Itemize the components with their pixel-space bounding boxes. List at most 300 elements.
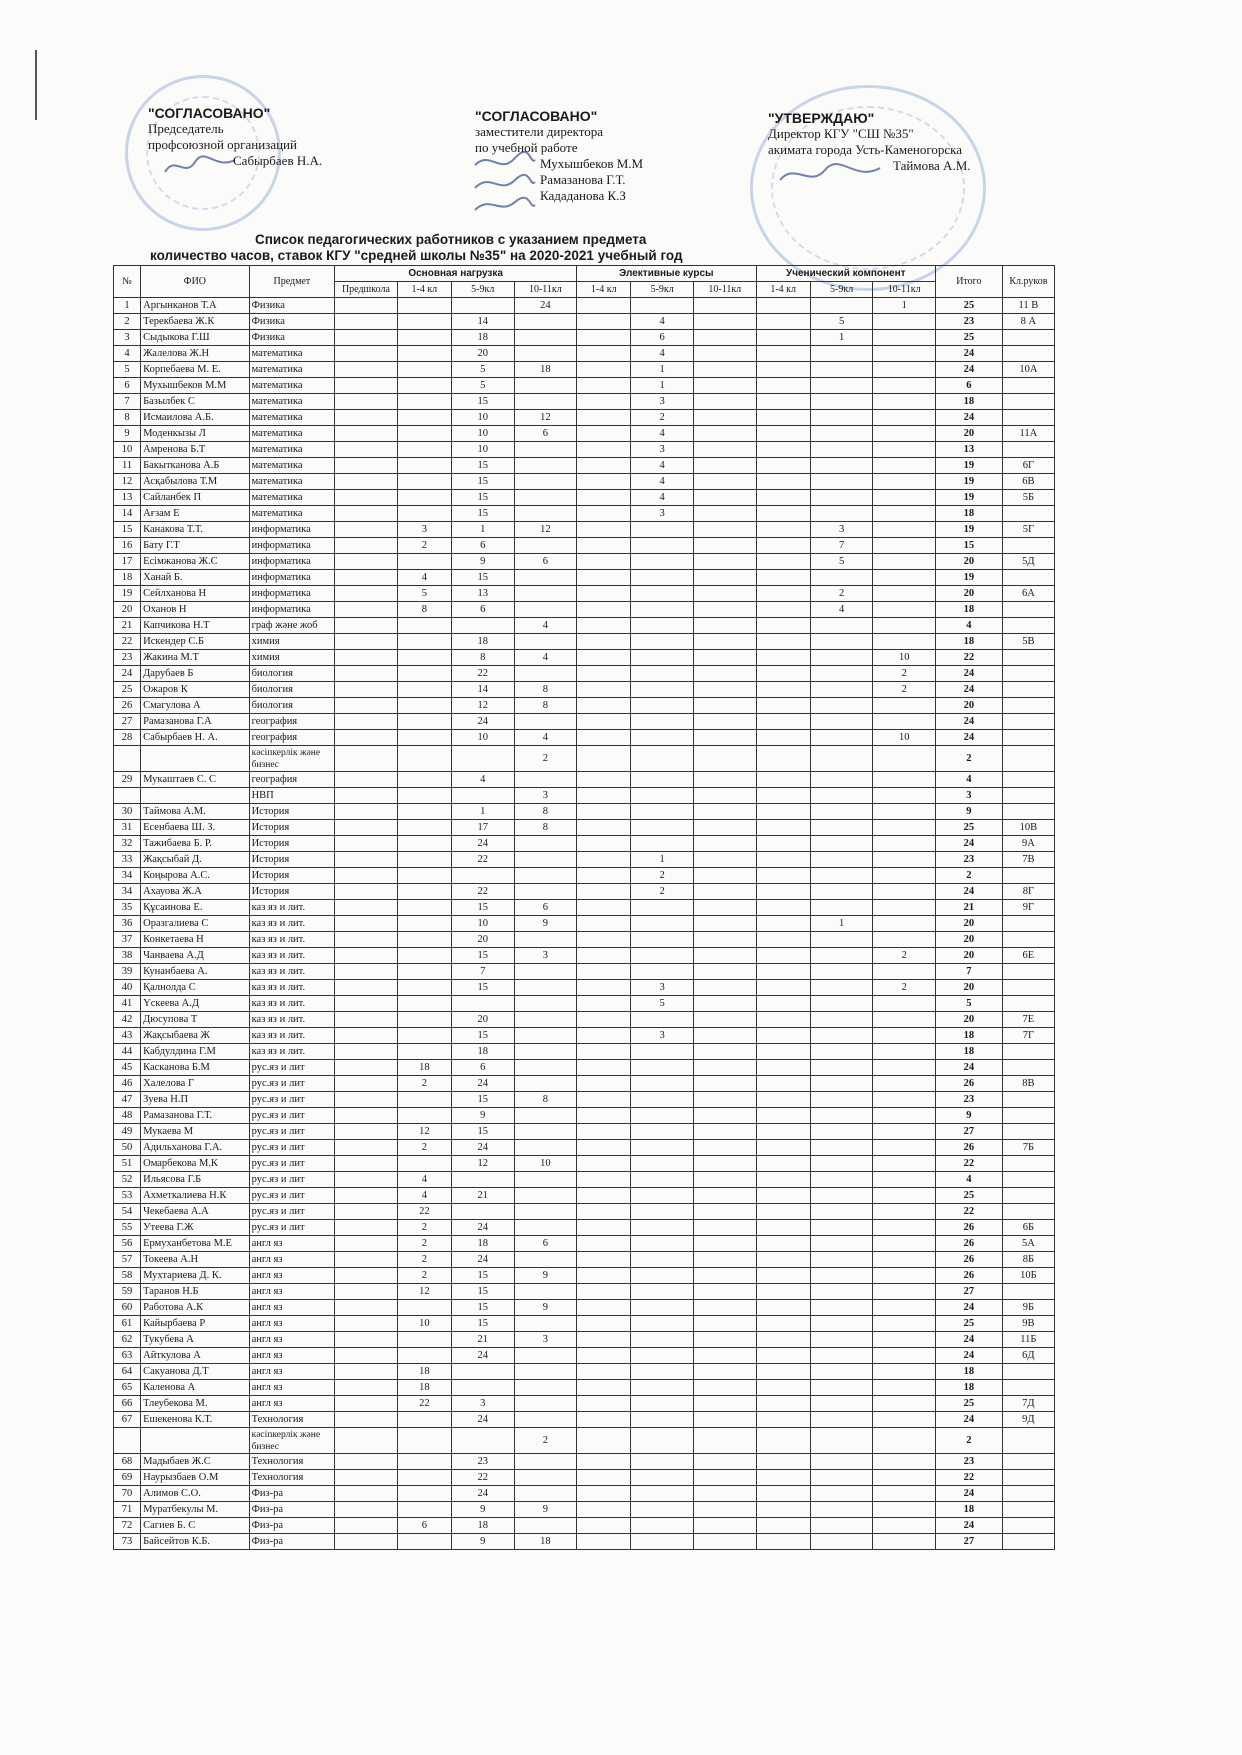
row-number: 15	[114, 522, 141, 538]
approval-union-heading: "СОГЛАСОВАНО"	[148, 105, 271, 121]
hours-cell	[397, 330, 451, 346]
teacher-name: Мадыбаев Ж.С	[141, 1454, 249, 1470]
row-number: 8	[114, 410, 141, 426]
hours-cell	[693, 346, 756, 362]
hours-cell	[631, 1284, 694, 1300]
hours-cell	[397, 932, 451, 948]
class-cell: 8 А	[1002, 314, 1054, 330]
hours-cell	[335, 980, 398, 996]
hours-cell	[577, 1060, 631, 1076]
teacher-name: Мукаева М	[141, 1124, 249, 1140]
hours-cell	[693, 980, 756, 996]
row-number: 5	[114, 362, 141, 378]
total-cell: 18	[935, 1044, 1002, 1060]
class-cell	[1002, 980, 1054, 996]
hours-cell	[397, 1470, 451, 1486]
hours-cell	[693, 1412, 756, 1428]
hours-cell	[873, 474, 936, 490]
table-row	[114, 426, 1055, 442]
table-row	[114, 900, 1055, 916]
hours-cell	[631, 836, 694, 852]
subject-cell: математика	[249, 506, 335, 522]
teacher-name: Дюсупова Т	[141, 1012, 249, 1028]
hours-cell	[693, 1156, 756, 1172]
hours-cell	[631, 698, 694, 714]
class-cell	[1002, 1502, 1054, 1518]
class-cell	[1002, 1172, 1054, 1188]
table-row	[114, 586, 1055, 602]
approval-union-line3: Сабырбаев Н.А.	[233, 153, 323, 168]
subject-cell: математика	[249, 442, 335, 458]
hours-cell: 15	[451, 1124, 514, 1140]
hours-cell	[577, 682, 631, 698]
hours-cell	[756, 442, 810, 458]
table-row	[114, 730, 1055, 746]
teacher-name: Бакытканова А.Б	[141, 458, 249, 474]
hours-cell: 18	[451, 1044, 514, 1060]
hours-cell	[335, 804, 398, 820]
total-cell: 19	[935, 522, 1002, 538]
hours-cell	[693, 378, 756, 394]
table-row	[114, 948, 1055, 964]
hours-cell	[693, 602, 756, 618]
hours-cell: 5	[397, 586, 451, 602]
hours-cell	[756, 996, 810, 1012]
hours-cell	[514, 330, 577, 346]
hours-cell	[577, 852, 631, 868]
hours-cell: 15	[451, 948, 514, 964]
hours-cell	[631, 1012, 694, 1028]
hours-cell	[514, 1284, 577, 1300]
hours-cell	[810, 442, 873, 458]
total-cell: 20	[935, 932, 1002, 948]
class-cell	[1002, 932, 1054, 948]
hours-cell	[810, 836, 873, 852]
hours-cell	[451, 618, 514, 634]
subject-cell: рус.яз и лит	[249, 1172, 335, 1188]
hours-cell	[810, 570, 873, 586]
row-number: 57	[114, 1252, 141, 1268]
hours-cell	[514, 1044, 577, 1060]
hours-cell	[631, 714, 694, 730]
hours-cell	[631, 1518, 694, 1534]
table-row	[114, 394, 1055, 410]
hours-cell: 18	[451, 330, 514, 346]
row-number: 34	[114, 884, 141, 900]
hours-cell	[873, 346, 936, 362]
hours-cell	[810, 458, 873, 474]
subject-cell: химия	[249, 650, 335, 666]
hours-cell	[873, 698, 936, 714]
hours-cell	[631, 948, 694, 964]
subject-cell: математика	[249, 410, 335, 426]
hours-cell	[756, 804, 810, 820]
hours-cell	[397, 1502, 451, 1518]
hours-cell	[335, 916, 398, 932]
hours-cell: 8	[397, 602, 451, 618]
table-row	[114, 1268, 1055, 1284]
hours-cell	[873, 1300, 936, 1316]
total-cell: 4	[935, 772, 1002, 788]
hours-cell	[810, 884, 873, 900]
hours-cell	[577, 298, 631, 314]
total-cell: 26	[935, 1220, 1002, 1236]
table-row	[114, 1092, 1055, 1108]
hours-cell	[756, 426, 810, 442]
teacher-name: Адильханова Г.А.	[141, 1140, 249, 1156]
hours-cell	[693, 298, 756, 314]
hours-cell	[631, 964, 694, 980]
table-row	[114, 1172, 1055, 1188]
hours-cell	[514, 1060, 577, 1076]
subject-cell: англ яз	[249, 1300, 335, 1316]
hours-cell	[335, 330, 398, 346]
hours-cell	[577, 602, 631, 618]
hours-cell	[873, 506, 936, 522]
class-cell	[1002, 346, 1054, 362]
total-cell: 21	[935, 900, 1002, 916]
row-number: 71	[114, 1502, 141, 1518]
row-number: 43	[114, 1028, 141, 1044]
hours-cell	[756, 314, 810, 330]
teacher-name: Омарбекова М.К	[141, 1156, 249, 1172]
hours-cell	[631, 634, 694, 650]
row-number: 11	[114, 458, 141, 474]
row-number: 45	[114, 1060, 141, 1076]
class-cell	[1002, 1428, 1054, 1454]
hours-cell	[873, 634, 936, 650]
hours-cell: 8	[514, 804, 577, 820]
total-cell: 26	[935, 1140, 1002, 1156]
hours-cell	[577, 1188, 631, 1204]
class-cell	[1002, 698, 1054, 714]
hours-cell	[631, 1092, 694, 1108]
hours-cell	[397, 618, 451, 634]
hours-cell	[810, 474, 873, 490]
hours-cell: 3	[631, 1028, 694, 1044]
hours-cell	[693, 1428, 756, 1454]
total-cell: 7	[935, 964, 1002, 980]
class-cell	[1002, 602, 1054, 618]
total-cell: 24	[935, 1060, 1002, 1076]
teacher-name: Сакуанова Д.Т	[141, 1364, 249, 1380]
teacher-name: Смагулова А	[141, 698, 249, 714]
hours-cell	[577, 1268, 631, 1284]
hours-cell	[810, 1470, 873, 1486]
hours-cell	[873, 522, 936, 538]
hours-cell: 6	[451, 538, 514, 554]
hours-cell	[873, 1172, 936, 1188]
hours-cell	[873, 820, 936, 836]
hours-cell	[693, 1028, 756, 1044]
hours-cell: 6	[514, 426, 577, 442]
hours-cell	[810, 1156, 873, 1172]
hours-cell	[756, 1140, 810, 1156]
hours-cell	[577, 426, 631, 442]
row-number: 4	[114, 346, 141, 362]
hours-cell	[756, 1060, 810, 1076]
hours-cell	[335, 346, 398, 362]
row-number: 27	[114, 714, 141, 730]
hours-cell	[873, 1534, 936, 1550]
class-cell	[1002, 730, 1054, 746]
class-cell: 7В	[1002, 852, 1054, 868]
subheader-cell: 10-11кл	[514, 282, 577, 298]
teacher-name: Конкетаева Н	[141, 932, 249, 948]
hours-cell	[873, 772, 936, 788]
hours-cell	[451, 298, 514, 314]
total-cell: 22	[935, 1470, 1002, 1486]
hours-cell: 15	[451, 570, 514, 586]
hours-cell: 1	[451, 522, 514, 538]
table-row	[114, 1502, 1055, 1518]
subheader-cell: 1-4 кл	[577, 282, 631, 298]
hours-cell	[631, 788, 694, 804]
hours-cell	[756, 602, 810, 618]
class-cell: 6В	[1002, 474, 1054, 490]
hours-cell: 24	[514, 298, 577, 314]
total-cell: 18	[935, 506, 1002, 522]
header-elective: Элективные курсы	[577, 266, 756, 282]
hours-cell	[810, 1486, 873, 1502]
subject-cell: каз яз и лит.	[249, 916, 335, 932]
hours-cell: 5	[451, 378, 514, 394]
hours-cell	[335, 788, 398, 804]
row-number: 50	[114, 1140, 141, 1156]
hours-cell	[577, 804, 631, 820]
hours-cell	[693, 650, 756, 666]
teacher-name: Ожаров К	[141, 682, 249, 698]
subheader-cell: 1-4 кл	[756, 282, 810, 298]
table-row	[114, 506, 1055, 522]
class-cell	[1002, 1156, 1054, 1172]
hours-cell: 24	[451, 1486, 514, 1502]
class-cell: 10А	[1002, 362, 1054, 378]
hours-cell: 9	[514, 1502, 577, 1518]
hours-cell	[335, 820, 398, 836]
table-header-row	[114, 266, 1055, 282]
hours-cell	[577, 506, 631, 522]
hours-cell	[693, 964, 756, 980]
total-cell: 20	[935, 948, 1002, 964]
hours-cell	[335, 1470, 398, 1486]
hours-cell: 24	[451, 1252, 514, 1268]
hours-cell	[397, 554, 451, 570]
teacher-name	[141, 788, 249, 804]
hours-cell: 22	[451, 884, 514, 900]
teacher-name: Сайланбек П	[141, 490, 249, 506]
hours-cell	[335, 1300, 398, 1316]
hours-cell	[756, 378, 810, 394]
row-number: 18	[114, 570, 141, 586]
approval-director-line3: Таймова А.М.	[893, 158, 971, 173]
hours-cell	[693, 1380, 756, 1396]
hours-cell: 2	[397, 1220, 451, 1236]
hours-cell: 4	[631, 458, 694, 474]
hours-cell	[693, 836, 756, 852]
hours-cell	[397, 1300, 451, 1316]
teacher-name: Тлеубекова М.	[141, 1396, 249, 1412]
hours-cell	[810, 1428, 873, 1454]
hours-cell	[873, 996, 936, 1012]
hours-cell: 9	[451, 554, 514, 570]
hours-cell	[873, 804, 936, 820]
hours-cell: 15	[451, 900, 514, 916]
table-row	[114, 442, 1055, 458]
hours-cell	[693, 1044, 756, 1060]
class-cell	[1002, 1364, 1054, 1380]
hours-cell	[693, 1486, 756, 1502]
hours-cell: 4	[451, 772, 514, 788]
hours-cell	[756, 346, 810, 362]
total-cell: 24	[935, 682, 1002, 698]
teacher-name: Рамазанова Г.Т.	[141, 1108, 249, 1124]
hours-cell	[693, 314, 756, 330]
hours-cell	[810, 698, 873, 714]
total-cell: 25	[935, 1188, 1002, 1204]
hours-cell	[756, 586, 810, 602]
row-number: 24	[114, 666, 141, 682]
teacher-name: Чанваева А.Д	[141, 948, 249, 964]
subject-cell: математика	[249, 458, 335, 474]
total-cell: 23	[935, 1092, 1002, 1108]
table-row	[114, 1140, 1055, 1156]
hours-cell	[631, 772, 694, 788]
hours-cell	[810, 964, 873, 980]
row-number: 60	[114, 1300, 141, 1316]
subject-cell: математика	[249, 378, 335, 394]
table-row	[114, 714, 1055, 730]
hours-cell	[810, 1534, 873, 1550]
hours-cell: 3	[514, 788, 577, 804]
hours-cell	[335, 538, 398, 554]
hours-cell	[631, 1332, 694, 1348]
hours-cell	[810, 410, 873, 426]
hours-cell: 20	[451, 346, 514, 362]
hours-cell	[397, 746, 451, 772]
hours-cell	[756, 1412, 810, 1428]
hours-cell: 8	[514, 698, 577, 714]
hours-cell	[631, 1156, 694, 1172]
class-cell: 9Г	[1002, 900, 1054, 916]
hours-cell	[873, 1188, 936, 1204]
hours-cell	[397, 394, 451, 410]
subject-cell: англ яз	[249, 1380, 335, 1396]
hours-cell	[693, 1396, 756, 1412]
hours-cell	[335, 884, 398, 900]
table-row	[114, 666, 1055, 682]
hours-cell: 20	[451, 932, 514, 948]
table-row	[114, 1300, 1055, 1316]
total-cell: 22	[935, 1204, 1002, 1220]
subject-cell: кәсіпкерлік және бизнес	[249, 1428, 335, 1454]
row-number: 61	[114, 1316, 141, 1332]
hours-cell	[693, 884, 756, 900]
row-number: 21	[114, 618, 141, 634]
hours-cell	[756, 1470, 810, 1486]
hours-cell	[631, 1380, 694, 1396]
hours-cell	[335, 746, 398, 772]
hours-cell	[756, 1348, 810, 1364]
hours-cell	[873, 1012, 936, 1028]
hours-cell: 12	[514, 410, 577, 426]
table-row	[114, 698, 1055, 714]
hours-cell	[756, 1380, 810, 1396]
hours-cell	[335, 1332, 398, 1348]
hours-cell	[693, 1204, 756, 1220]
hours-cell	[873, 746, 936, 772]
class-cell	[1002, 1108, 1054, 1124]
hours-cell	[756, 394, 810, 410]
hours-cell	[693, 746, 756, 772]
hours-cell	[397, 868, 451, 884]
hours-cell	[514, 394, 577, 410]
hours-cell	[335, 730, 398, 746]
hours-cell: 18	[397, 1364, 451, 1380]
subject-cell: математика	[249, 426, 335, 442]
hours-cell	[397, 772, 451, 788]
hours-cell: 6	[514, 554, 577, 570]
hours-cell	[577, 442, 631, 458]
hours-cell: 24	[451, 836, 514, 852]
hours-cell: 8	[514, 1092, 577, 1108]
hours-cell: 4	[514, 650, 577, 666]
hours-cell: 6	[514, 1236, 577, 1252]
hours-cell	[335, 474, 398, 490]
table-row	[114, 410, 1055, 426]
hours-cell	[397, 730, 451, 746]
hours-cell	[810, 1092, 873, 1108]
hours-cell	[873, 852, 936, 868]
hours-cell	[693, 1220, 756, 1236]
hours-cell	[631, 298, 694, 314]
teacher-name: Жалелова Ж.Н	[141, 346, 249, 362]
hours-cell	[577, 1284, 631, 1300]
hours-cell	[397, 1012, 451, 1028]
row-number: 54	[114, 1204, 141, 1220]
hours-cell	[335, 1502, 398, 1518]
hours-cell	[397, 852, 451, 868]
hours-cell: 12	[451, 698, 514, 714]
table-row	[114, 868, 1055, 884]
hours-cell	[335, 1108, 398, 1124]
class-cell: 7Д	[1002, 1396, 1054, 1412]
teacher-name: Мукаштаев С. С	[141, 772, 249, 788]
hours-cell	[397, 1428, 451, 1454]
approval-director	[768, 110, 971, 174]
hours-cell	[577, 948, 631, 964]
hours-cell	[693, 1140, 756, 1156]
hours-cell	[397, 666, 451, 682]
hours-cell	[631, 932, 694, 948]
total-cell: 25	[935, 820, 1002, 836]
hours-cell	[631, 1108, 694, 1124]
teacher-name: Ермуханбетова М.Е	[141, 1236, 249, 1252]
hours-cell: 3	[631, 980, 694, 996]
hours-cell: 2	[873, 682, 936, 698]
subject-cell: англ яз	[249, 1236, 335, 1252]
hours-cell	[873, 1268, 936, 1284]
hours-cell: 15	[451, 1092, 514, 1108]
hours-cell	[810, 1502, 873, 1518]
hours-cell	[873, 900, 936, 916]
approval-union-line2: профсоюзной организаций	[148, 137, 297, 152]
hours-cell	[873, 1454, 936, 1470]
teacher-name: Искендер С.Б	[141, 634, 249, 650]
hours-cell	[577, 1092, 631, 1108]
hours-cell	[335, 1486, 398, 1502]
hours-cell	[451, 1428, 514, 1454]
